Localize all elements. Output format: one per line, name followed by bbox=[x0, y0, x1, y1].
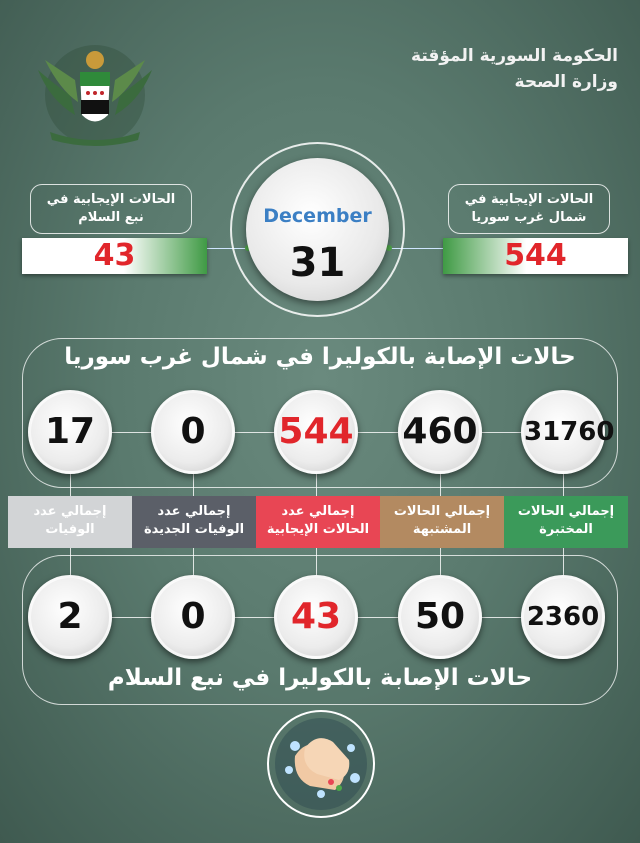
ps-tested-circle: 2360 bbox=[521, 575, 605, 659]
vline bbox=[193, 546, 194, 576]
right-label-line2: شمال غرب سوريا bbox=[471, 210, 587, 225]
vline bbox=[316, 546, 317, 576]
vline bbox=[70, 546, 71, 576]
right-positive-value: 544 bbox=[443, 238, 628, 274]
label-tested bbox=[504, 496, 628, 548]
nw-section-title: حالات الإصابة بالكوليرا في شمال غرب سوريا bbox=[64, 344, 576, 370]
ps-deaths-circle: 2 bbox=[28, 575, 112, 659]
ps-suspected-circle: 50 bbox=[398, 575, 482, 659]
nw-new-deaths-circle: 0 bbox=[151, 390, 235, 474]
label-suspected bbox=[380, 496, 504, 548]
label-tested-line2: المختبرة bbox=[539, 522, 593, 537]
label-positive-line1: إجمالي عدد bbox=[281, 504, 355, 519]
nw-deaths-circle: 17 bbox=[28, 390, 112, 474]
ps-positive-circle: 43 bbox=[274, 575, 358, 659]
label-tested-line1: إجمالي الحالات bbox=[517, 504, 615, 519]
label-new-deaths-line1: إجمالي عدد bbox=[157, 504, 231, 519]
ps-section-title: حالات الإصابة بالكوليرا في نبع السلام bbox=[107, 665, 533, 691]
ministry-name: وزارة الصحة bbox=[514, 72, 618, 92]
left-label-line2: نبع السلام bbox=[78, 210, 144, 225]
label-new-deaths-line2: الوفيات الجديدة bbox=[143, 522, 245, 537]
org-name: الحكومة السورية المؤقتة bbox=[411, 46, 618, 66]
label-deaths-line2: الوفيات bbox=[45, 522, 95, 537]
nw-positive-circle: 544 bbox=[274, 390, 358, 474]
label-positive bbox=[256, 496, 380, 548]
date-month: December bbox=[263, 205, 372, 227]
label-positive-line2: الحالات الإيجابية bbox=[266, 522, 370, 537]
eagle-emblem-logo bbox=[30, 40, 160, 150]
label-deaths-line1: إجمالي عدد bbox=[33, 504, 107, 519]
label-suspected-line1: إجمالي الحالات bbox=[393, 504, 491, 519]
label-new-deaths bbox=[132, 496, 256, 548]
hand-washing-icon bbox=[265, 708, 377, 820]
left-positive-label bbox=[30, 184, 192, 234]
left-label-line1: الحالات الإيجابية في bbox=[46, 192, 176, 207]
right-label-line1: الحالات الإيجابية في bbox=[464, 192, 594, 207]
nw-tested-circle: 31760 bbox=[521, 390, 605, 474]
label-suspected-line2: المشتبهة bbox=[412, 522, 472, 537]
vline bbox=[440, 546, 441, 576]
right-positive-label bbox=[448, 184, 610, 234]
ps-new-deaths-circle: 0 bbox=[151, 575, 235, 659]
label-deaths bbox=[8, 496, 132, 548]
date-day: 31 bbox=[289, 240, 346, 286]
vline bbox=[563, 546, 564, 576]
left-positive-value: 43 bbox=[22, 238, 207, 274]
nw-suspected-circle: 460 bbox=[398, 390, 482, 474]
